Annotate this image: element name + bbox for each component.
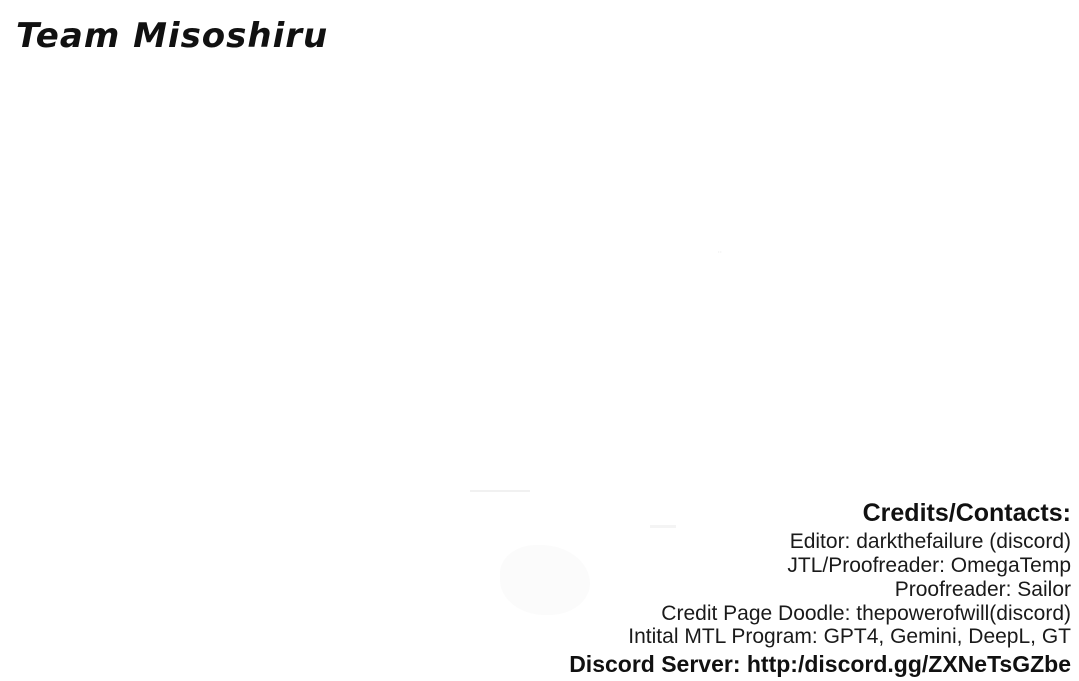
credit-line-proofreader: Proofreader: Sailor bbox=[894, 577, 1071, 601]
credit-line-jtl-proofreader: JTL/Proofreader: OmegaTemp bbox=[787, 554, 1071, 578]
faint-mark-artifact: ¨ bbox=[718, 250, 722, 262]
credits-block bbox=[569, 499, 1071, 677]
credit-line-mtl-program: Intital MTL Program: GPT4, Gemini, DeepL, GT bbox=[628, 625, 1071, 649]
credit-line-editor: Editor: darkthefailure (discord) bbox=[789, 530, 1071, 554]
credit-line-doodle: Credit Page Doodle: thepowerofwill(discord) bbox=[661, 601, 1071, 625]
discord-server-link[interactable]: Discord Server: http:/discord.gg/ZXNeTsGZbe bbox=[569, 651, 1071, 678]
faint-line-artifact bbox=[470, 490, 530, 492]
credits-heading: Credits/Contacts: bbox=[862, 499, 1071, 528]
team-title: Team Misoshiru bbox=[16, 16, 329, 56]
